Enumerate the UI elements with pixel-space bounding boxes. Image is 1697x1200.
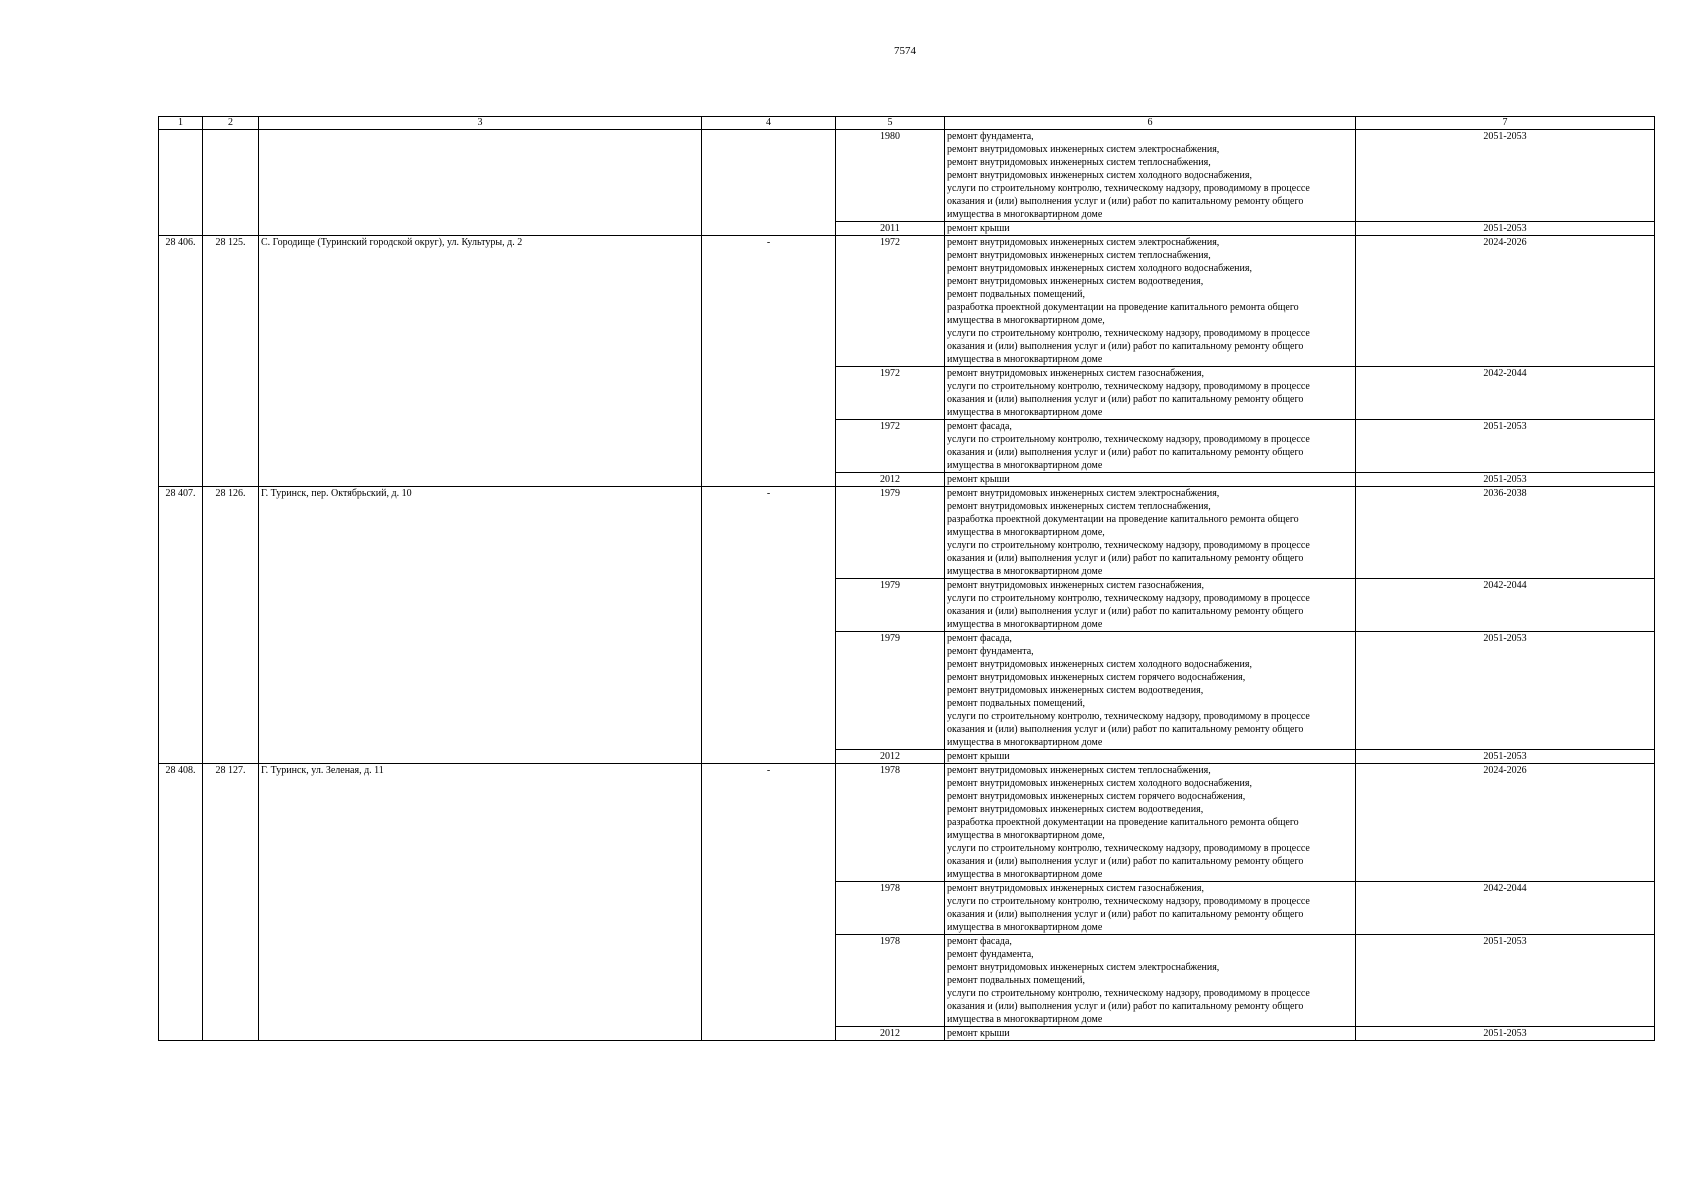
year-cell: 1972 — [836, 420, 945, 473]
period-cell: 2042-2044 — [1356, 882, 1655, 935]
column-header-3: 3 — [259, 117, 702, 130]
works-cell: ремонт внутридомовых инженерных систем газоснабжения, услуги по строительному контролю, техническому надзору, проводимому в процессе оказания и (или) выполнения услуг и (или) работ по капитальному ремонту общего имущества в многоквартирном доме — [945, 579, 1356, 632]
year-cell: 1979 — [836, 579, 945, 632]
period-cell: 2051-2053 — [1356, 420, 1655, 473]
year-cell: 2012 — [836, 750, 945, 764]
column-4-cell — [702, 130, 836, 236]
year-cell: 1979 — [836, 632, 945, 750]
table-header — [159, 117, 1655, 130]
column-header-1: 1 — [159, 117, 203, 130]
works-cell: ремонт внутридомовых инженерных систем электроснабжения, ремонт внутридомовых инженерных систем теплоснабжения, разработка проектной документации на проведение капитального ремонта общего имущества в многоквартирном доме, услуги по строительному контролю, техническому надзору, проводимому в процессе оказания и (или) выполнения услуг и (или) работ по капитальному ремонту общего имущества в многоквартирном доме — [945, 487, 1356, 579]
works-cell: ремонт фундамента, ремонт внутридомовых инженерных систем электроснабжения, ремонт внутридомовых инженерных систем теплоснабжения, ремонт внутридомовых инженерных систем холодного водоснабжения, услуги по строительному контролю, техническому надзору, проводимому в процессе оказания и (или) выполнения услуг и (или) работ по капитальному ремонту общего имущества в многоквартирном доме — [945, 130, 1356, 222]
entry-secondary-number-cell — [203, 130, 259, 236]
year-cell: 2011 — [836, 222, 945, 236]
column-4-cell: - — [702, 236, 836, 487]
year-cell: 1972 — [836, 236, 945, 367]
year-cell: 2012 — [836, 473, 945, 487]
works-cell: ремонт внутридомовых инженерных систем электроснабжения, ремонт внутридомовых инженерных систем теплоснабжения, ремонт внутридомовых инженерных систем холодного водоснабжения, ремонт внутридомовых инженерных систем водоотведения, ремонт подвальных помещений, разработка проектной документации на проведение капитального ремонта общего имущества в многоквартирном доме, услуги по строительному контролю, техническому надзору, проводимому в процессе оказания и (или) выполнения услуг и (или) работ по капитальному ремонту общего имущества в многоквартирном доме — [945, 236, 1356, 367]
works-cell: ремонт крыши — [945, 750, 1356, 764]
table-body — [159, 130, 1655, 1041]
works-cell: ремонт внутридомовых инженерных систем газоснабжения, услуги по строительному контролю, техническому надзору, проводимому в процессе оказания и (или) выполнения услуг и (или) работ по капитальному ремонту общего имущества в многоквартирном доме — [945, 882, 1356, 935]
period-cell: 2051-2053 — [1356, 130, 1655, 222]
table-row — [159, 487, 1655, 579]
entry-secondary-number-cell: 28 126. — [203, 487, 259, 764]
entry-secondary-number-cell: 28 125. — [203, 236, 259, 487]
period-cell: 2036-2038 — [1356, 487, 1655, 579]
year-cell: 1978 — [836, 935, 945, 1027]
column-header-4: 4 — [702, 117, 836, 130]
column-header-5: 5 — [836, 117, 945, 130]
entry-number-cell: 28 407. — [159, 487, 203, 764]
address-cell: Г. Туринск, пер. Октябрьский, д. 10 — [259, 487, 702, 764]
year-cell: 1978 — [836, 882, 945, 935]
period-cell: 2051-2053 — [1356, 632, 1655, 750]
capital-repair-table — [158, 116, 1655, 1041]
year-cell: 1980 — [836, 130, 945, 222]
works-cell: ремонт фасада, ремонт фундамента, ремонт внутридомовых инженерных систем электроснабжения, ремонт подвальных помещений, услуги по строительному контролю, техническому надзору, проводимому в процессе оказания и (или) выполнения услуг и (или) работ по капитальному ремонту общего имущества в многоквартирном доме — [945, 935, 1356, 1027]
works-cell: ремонт фасада, ремонт фундамента, ремонт внутридомовых инженерных систем холодного водоснабжения, ремонт внутридомовых инженерных систем горячего водоснабжения, ремонт внутридомовых инженерных систем водоотведения, ремонт подвальных помещений, услуги по строительному контролю, техническому надзору, проводимому в процессе оказания и (или) выполнения услуг и (или) работ по капитальному ремонту общего имущества в многоквартирном доме — [945, 632, 1356, 750]
period-cell: 2051-2053 — [1356, 473, 1655, 487]
table-row — [159, 764, 1655, 882]
column-4-cell: - — [702, 487, 836, 764]
year-cell: 2012 — [836, 1027, 945, 1041]
column-header-2: 2 — [203, 117, 259, 130]
column-4-cell: - — [702, 764, 836, 1041]
works-cell: ремонт внутридомовых инженерных систем газоснабжения, услуги по строительному контролю, техническому надзору, проводимому в процессе оказания и (или) выполнения услуг и (или) работ по капитальному ремонту общего имущества в многоквартирном доме — [945, 367, 1356, 420]
entry-number-cell: 28 406. — [159, 236, 203, 487]
period-cell: 2024-2026 — [1356, 764, 1655, 882]
period-cell: 2042-2044 — [1356, 579, 1655, 632]
header-row — [159, 117, 1655, 130]
period-cell: 2051-2053 — [1356, 222, 1655, 236]
year-cell: 1979 — [836, 487, 945, 579]
column-header-6: 6 — [945, 117, 1356, 130]
year-cell: 1972 — [836, 367, 945, 420]
table-row — [159, 236, 1655, 367]
entry-number-cell: 28 408. — [159, 764, 203, 1041]
address-cell: С. Городище (Туринский городской округ), ул. Культуры, д. 2 — [259, 236, 702, 487]
works-cell: ремонт внутридомовых инженерных систем теплоснабжения, ремонт внутридомовых инженерных систем холодного водоснабжения, ремонт внутридомовых инженерных систем горячего водоснабжения, ремонт внутридомовых инженерных систем водоотведения, разработка проектной документации на проведение капитального ремонта общего имущества в многоквартирном доме, услуги по строительному контролю, техническому надзору, проводимому в процессе оказания и (или) выполнения услуг и (или) работ по капитальному ремонту общего имущества в многоквартирном доме — [945, 764, 1356, 882]
works-cell: ремонт фасада, услуги по строительному контролю, техническому надзору, проводимому в процессе оказания и (или) выполнения услуг и (или) работ по капитальному ремонту общего имущества в многоквартирном доме — [945, 420, 1356, 473]
year-cell: 1978 — [836, 764, 945, 882]
entry-number-cell — [159, 130, 203, 236]
period-cell: 2051-2053 — [1356, 935, 1655, 1027]
table-row — [159, 130, 1655, 222]
column-header-7: 7 — [1356, 117, 1655, 130]
period-cell: 2024-2026 — [1356, 236, 1655, 367]
address-cell: Г. Туринск, ул. Зеленая, д. 11 — [259, 764, 702, 1041]
period-cell: 2051-2053 — [1356, 750, 1655, 764]
entry-secondary-number-cell: 28 127. — [203, 764, 259, 1041]
period-cell: 2051-2053 — [1356, 1027, 1655, 1041]
period-cell: 2042-2044 — [1356, 367, 1655, 420]
works-cell: ремонт крыши — [945, 473, 1356, 487]
address-cell — [259, 130, 702, 236]
page-number: 7574 — [894, 45, 916, 57]
works-cell: ремонт крыши — [945, 1027, 1356, 1041]
works-cell: ремонт крыши — [945, 222, 1356, 236]
